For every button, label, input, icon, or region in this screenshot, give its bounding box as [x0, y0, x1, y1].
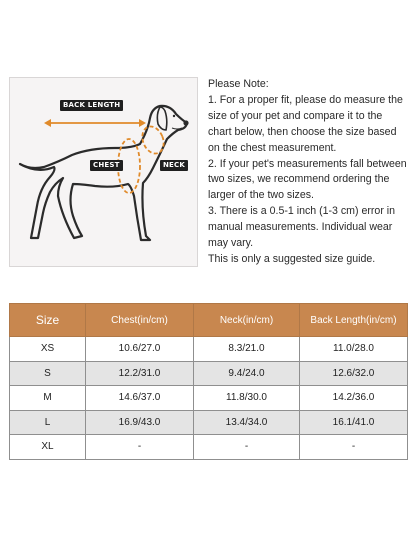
- dog-nose: [183, 120, 188, 125]
- notes-heading: Please Note:: [208, 78, 269, 90]
- note-item-2: 2. If your pet's measurements fall between two sizes, we recommend ordering the larger of the two sizes.: [208, 157, 407, 202]
- size-chart-table: [9, 303, 408, 460]
- column-header-neck: Neck(in/cm): [194, 304, 300, 337]
- neck-cell: 11.8/30.0: [194, 386, 300, 411]
- neck-cell: 9.4/24.0: [194, 361, 300, 386]
- back-length-cell: 11.0/28.0: [300, 337, 408, 362]
- size-cell: M: [10, 386, 86, 411]
- neck-cell: 8.3/21.0: [194, 337, 300, 362]
- back-length-cell: 14.2/36.0: [300, 386, 408, 411]
- back-length-label: BACK LENGTH: [60, 100, 123, 111]
- neck-label: NECK: [160, 160, 188, 171]
- back-length-cell: 16.1/41.0: [300, 410, 408, 435]
- notes-footer: This is only a suggested size guide.: [208, 252, 376, 265]
- table-row: [10, 337, 408, 362]
- column-header-chest: Chest(in/cm): [86, 304, 194, 337]
- chest-label: CHEST: [90, 160, 123, 171]
- back-length-cell: -: [300, 435, 408, 460]
- size-cell: XL: [10, 435, 86, 460]
- note-item-1: 1. For a proper fit, please do measure the size of your pet and compare it to the chart below, then choose the size based on the chest measurement.: [208, 93, 403, 154]
- size-cell: L: [10, 410, 86, 435]
- size-cell: XS: [10, 337, 86, 362]
- dog-outline: [20, 106, 187, 240]
- chest-cell: 14.6/37.0: [86, 386, 194, 411]
- size-notes: [208, 77, 408, 268]
- dog-mouth: [172, 128, 182, 129]
- column-header-back-length: Back Length(in/cm): [300, 304, 408, 337]
- dog-eye: [173, 115, 175, 117]
- chest-cell: 12.2/31.0: [86, 361, 194, 386]
- neck-measure-loop: [138, 123, 167, 156]
- back-length-arrowhead-right: [139, 119, 146, 127]
- back-length-arrowhead-left: [44, 119, 51, 127]
- dog-ear: [157, 107, 166, 130]
- chest-cell: 10.6/27.0: [86, 337, 194, 362]
- table-row: [10, 410, 408, 435]
- neck-cell: -: [194, 435, 300, 460]
- back-length-cell: 12.6/32.0: [300, 361, 408, 386]
- dog-measurement-illustration: [9, 77, 198, 267]
- size-cell: S: [10, 361, 86, 386]
- neck-cell: 13.4/34.0: [194, 410, 300, 435]
- note-item-3: 3. There is a 0.5-1 inch (1-3 cm) error in manual measurements. Individual wear may vary.: [208, 205, 396, 250]
- column-header-size: Size: [10, 304, 86, 337]
- chest-cell: 16.9/43.0: [86, 410, 194, 435]
- chest-cell: -: [86, 435, 194, 460]
- table-row: [10, 435, 408, 460]
- table-row: [10, 361, 408, 386]
- size-chart-header-row: [10, 304, 408, 337]
- table-row: [10, 386, 408, 411]
